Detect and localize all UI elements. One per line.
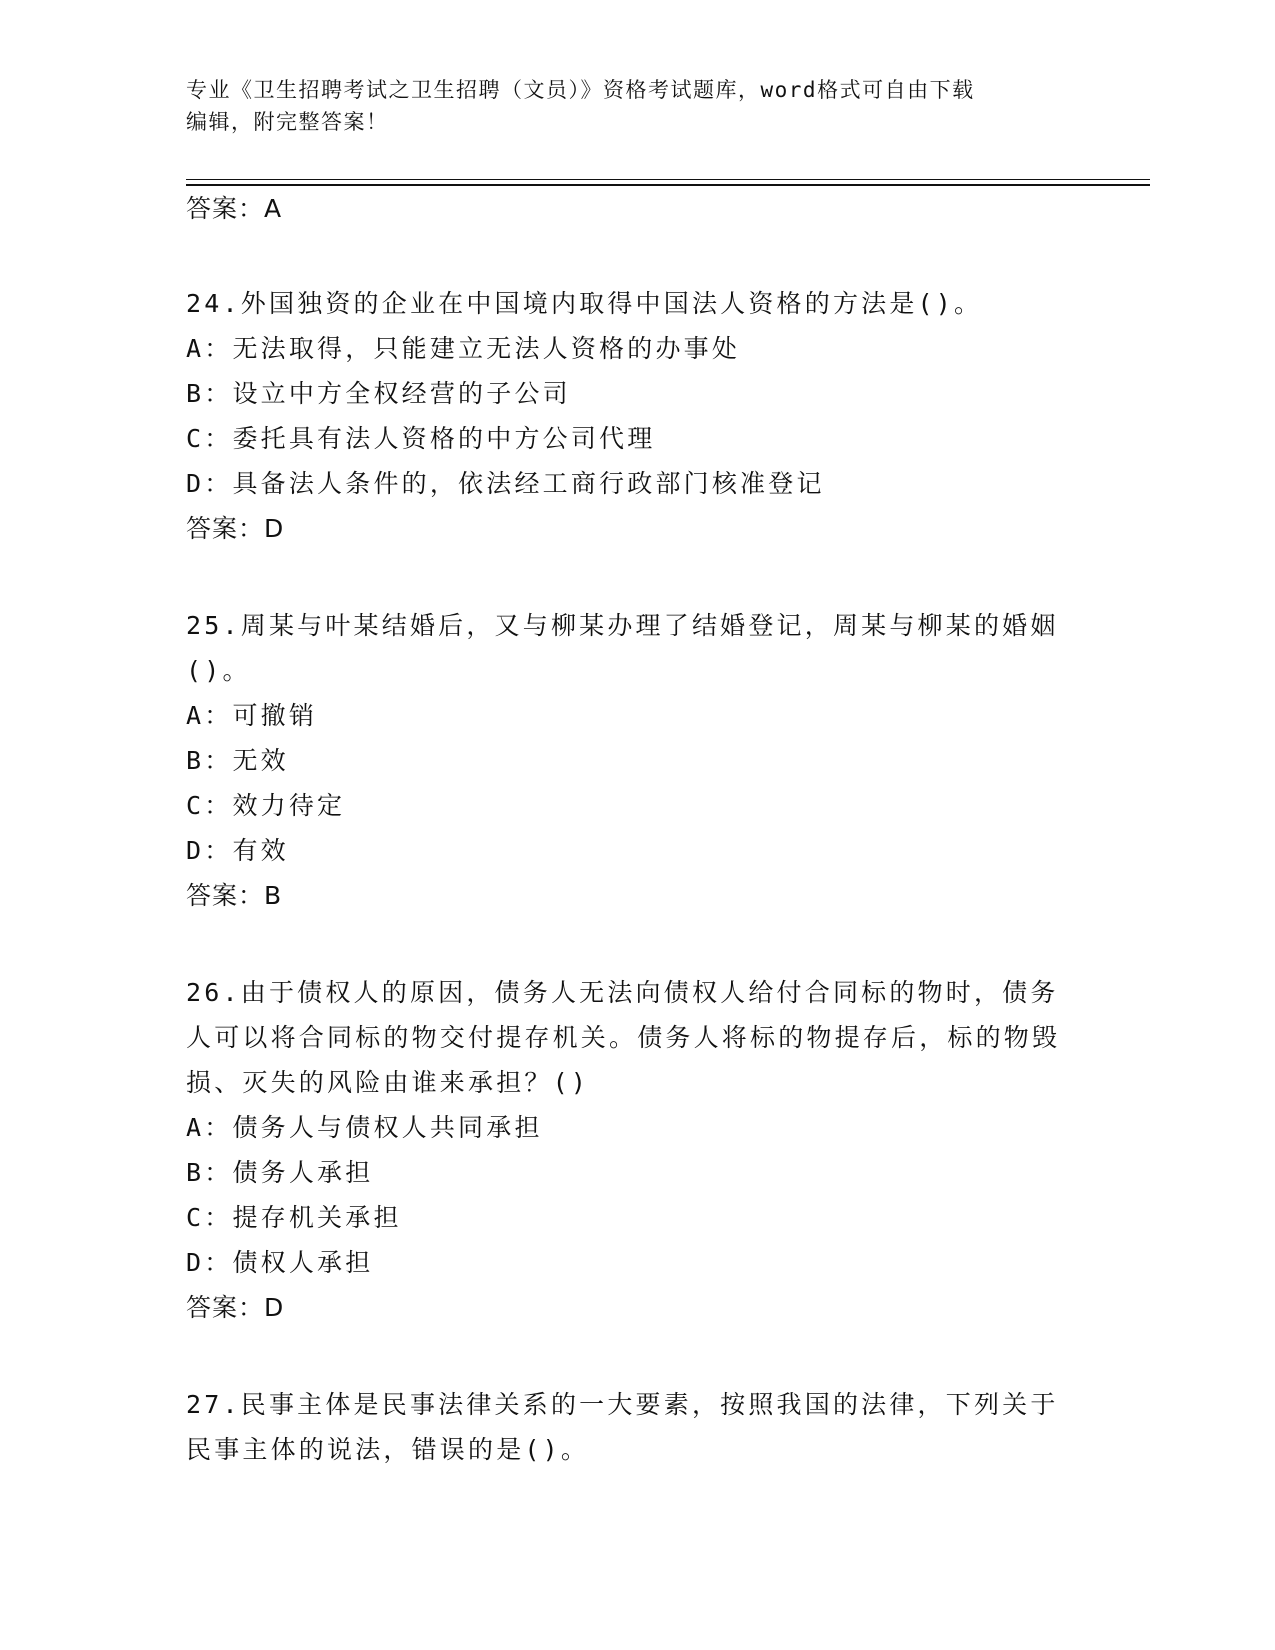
question-stem: 24.外国独资的企业在中国境内取得中国法人资格的方法是()。 — [186, 289, 983, 318]
question-stem: 26.由于债权人的原因，债务人无法向债权人给付合同标的物时，债务人可以将合同标的物交付提存机关。债务人将标的物提存后，标的物毁损、灭失的风险由谁来承担？() — [186, 978, 1061, 1097]
option-a: A：债务人与债权人共同承担 — [186, 1113, 543, 1142]
option-d: D：有效 — [186, 836, 289, 865]
option-d: D：债权人承担 — [186, 1248, 374, 1277]
option-c: C：效力待定 — [186, 791, 346, 820]
option-a: A：可撤销 — [186, 701, 318, 730]
header-rule-thin — [186, 179, 1150, 180]
option-d: D：具备法人条件的，依法经工商行政部门核准登记 — [186, 469, 825, 498]
question-24 — [186, 281, 1086, 551]
option-a: A：无法取得，只能建立无法人资格的办事处 — [186, 334, 741, 363]
answer-line: 答案：D — [186, 514, 285, 543]
question-list — [186, 186, 1086, 1472]
option-b: B：设立中方全权经营的子公司 — [186, 379, 571, 408]
option-c: C：委托具有法人资格的中方公司代理 — [186, 424, 656, 453]
question-26 — [186, 970, 1086, 1330]
header-line-1: 专业《卫生招聘考试之卫生招聘（文员）》资格考试题库，word格式可自由下载 — [186, 78, 975, 102]
document-header — [186, 74, 1086, 138]
question-27 — [186, 1382, 1086, 1472]
question-stem: 27.民事主体是民事法律关系的一大要素，按照我国的法律，下列关于民事主体的说法，错误的是()。 — [186, 1390, 1059, 1464]
header-line-2: 编辑，附完整答案！ — [186, 110, 389, 134]
option-b: B：无效 — [186, 746, 289, 775]
answer-line: 答案：B — [186, 881, 283, 910]
question-25 — [186, 603, 1086, 918]
option-c: C：提存机关承担 — [186, 1203, 402, 1232]
option-b: B：债务人承担 — [186, 1158, 374, 1187]
answer-line: 答案：D — [186, 1293, 285, 1322]
answer-line: 答案：A — [186, 194, 283, 223]
question-stem: 25.周某与叶某结婚后，又与柳某办理了结婚登记，周某与柳某的婚姻()。 — [186, 611, 1059, 685]
